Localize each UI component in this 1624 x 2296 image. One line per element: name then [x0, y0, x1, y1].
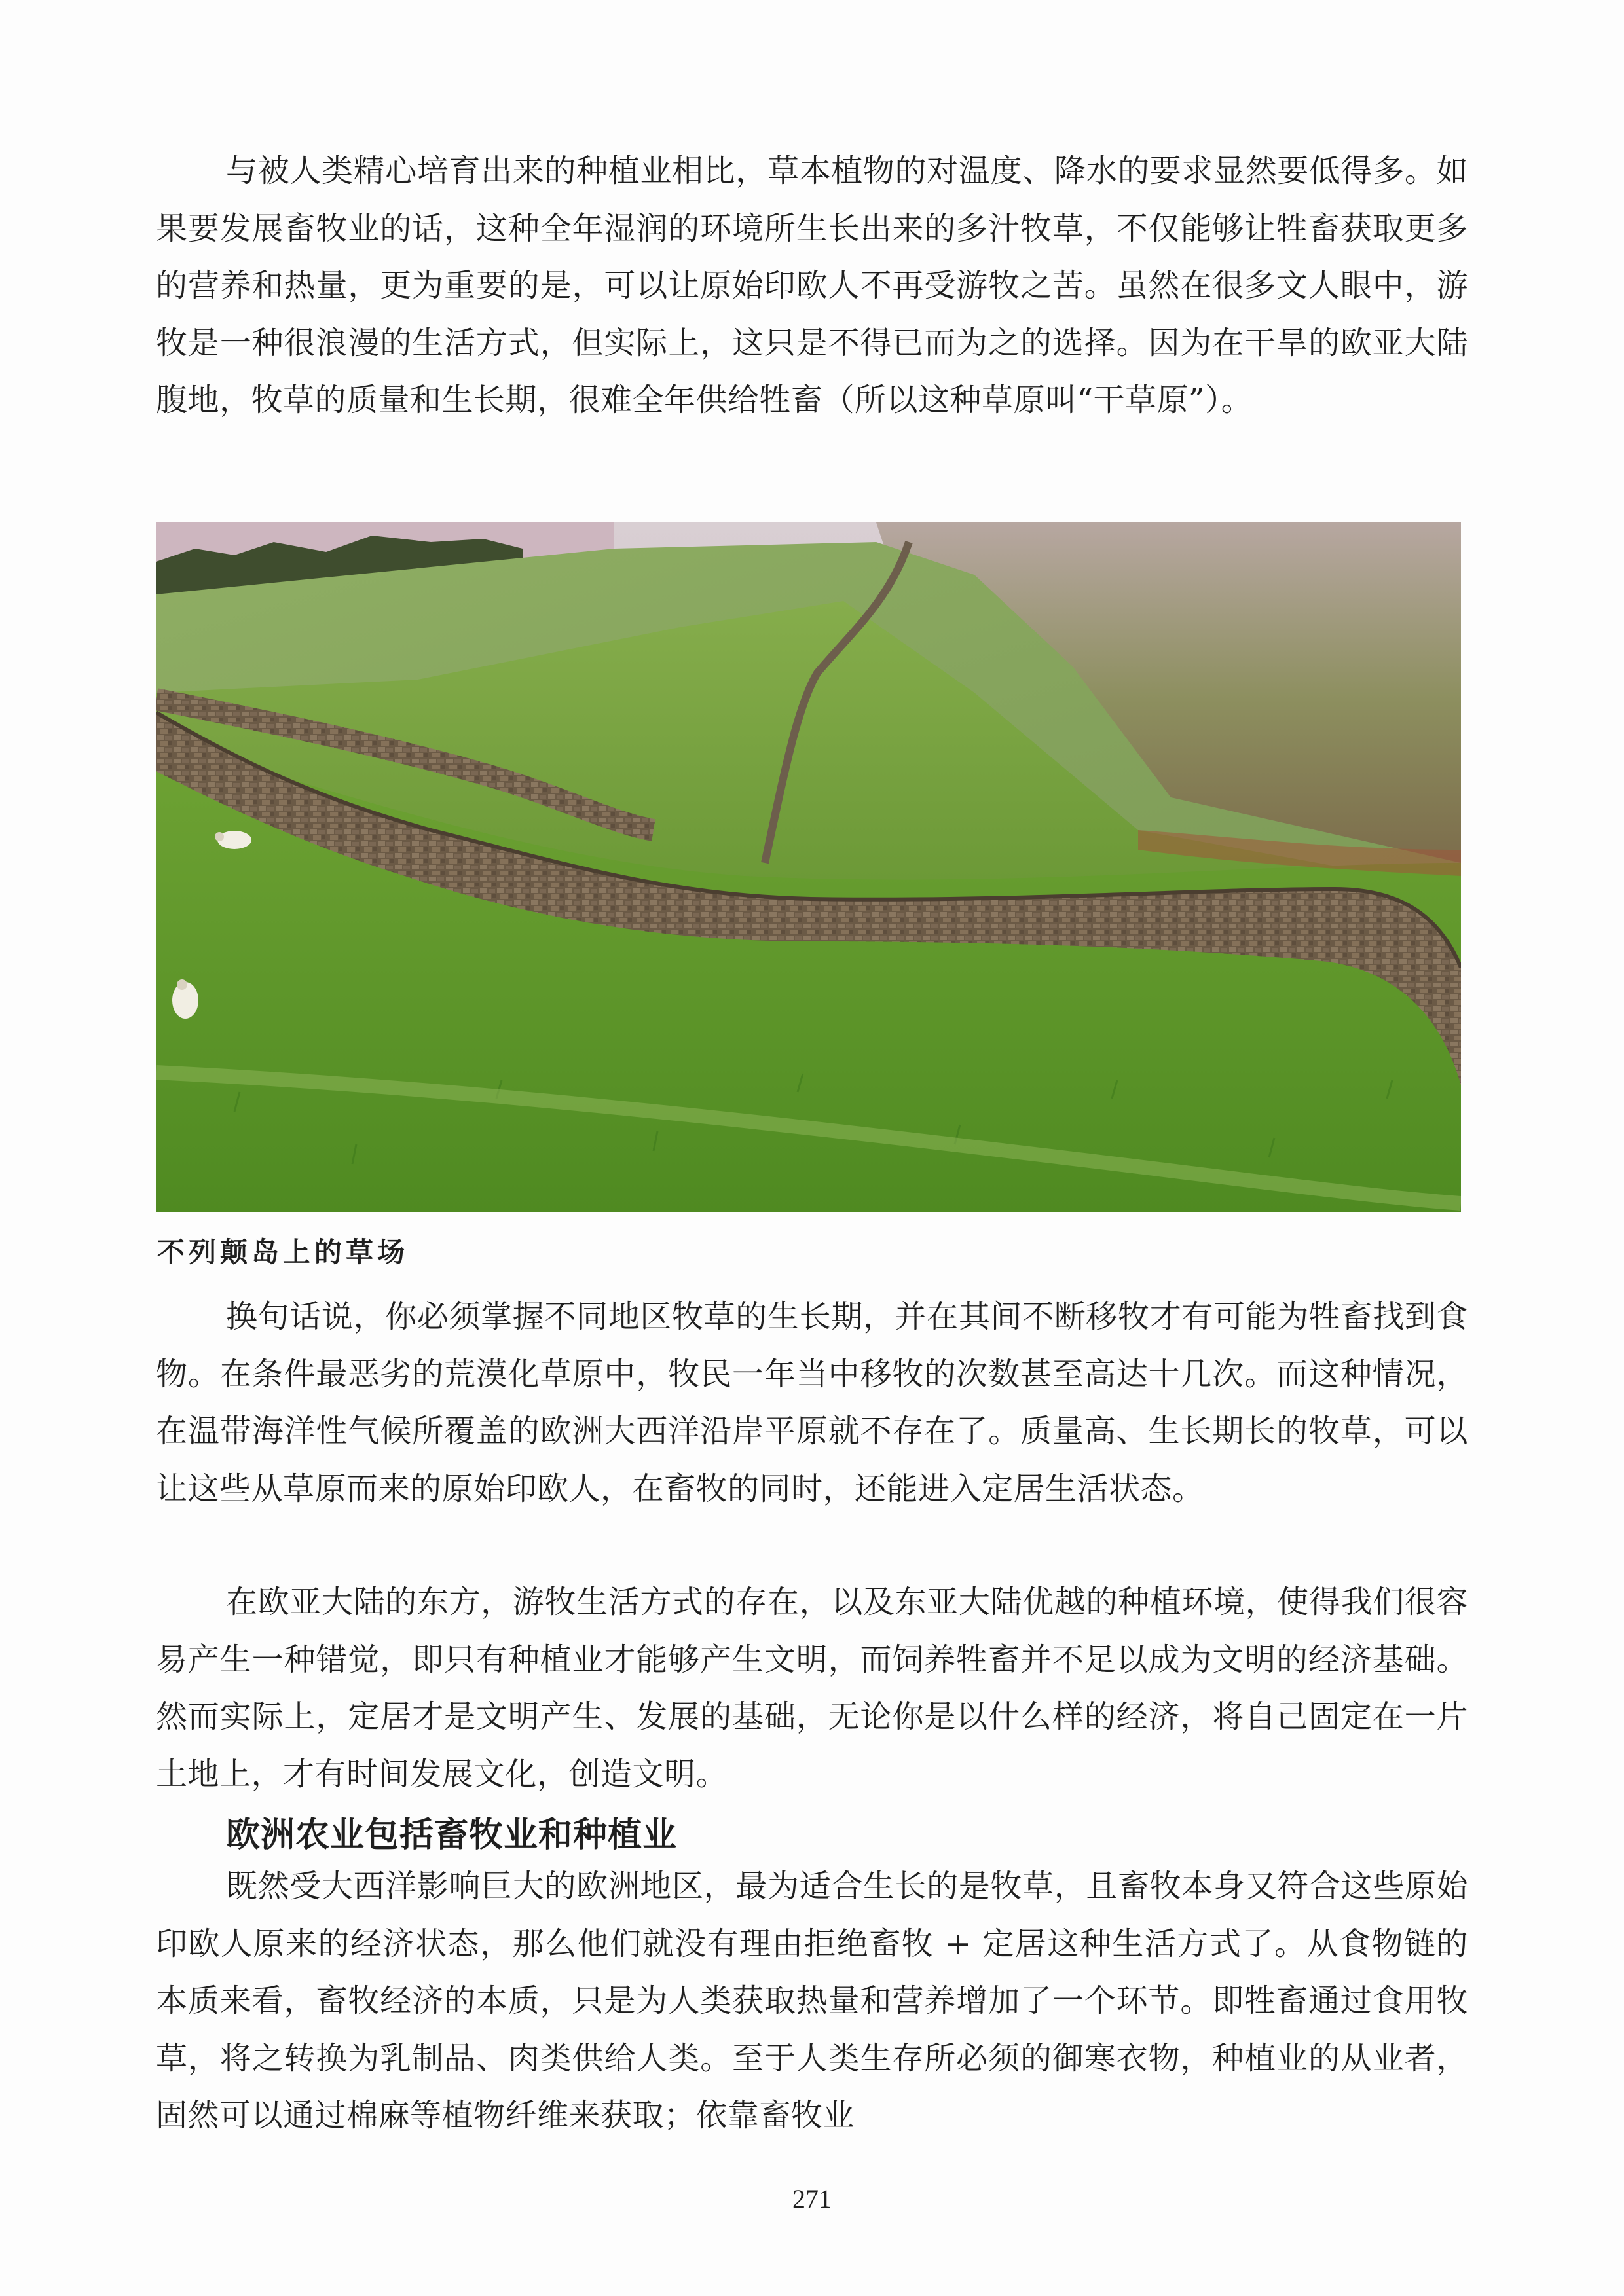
figure-caption: 不列颠岛上的草场	[157, 1236, 409, 1268]
body-paragraph-4: 既然受大西洋影响巨大的欧洲地区，最为适合生长的是牧草，且畜牧本身又符合这些原始印欧人原来的经济状态，那么他们就没有理由拒绝畜牧 + 定居这种生活方式了。从食物链的本质来看，畜牧经济的本质，只是为人类获取热量和营养增加了一个环节。即牲畜通过食用牧草，将之转换为乳制品、肉类供给人类。至于人类生存所必须的御寒衣物，种植业的从业者，固然可以通过棉麻等植物纤维来获取；依靠畜牧业	[156, 1868, 1468, 2134]
body-paragraph-2: 换句话说，你必须掌握不同地区牧草的生长期，并在其间不断移牧才有可能为牲畜找到食物。在条件最恶劣的荒漠化草原中，牧民一年当中移牧的次数甚至高达十几次。而这种情况，在温带海洋性气候所覆盖的欧洲大西洋沿岸平原就不存在了。质量高、生长期长的牧草，可以让这些从草原而来的原始印欧人，在畜牧的同时，还能进入定居生活状态。	[156, 1298, 1468, 1507]
page-number: 271	[792, 2184, 832, 2214]
section-heading: 欧洲农业包括畜牧业和种植业	[226, 1815, 678, 1855]
body-paragraph-3: 在欧亚大陆的东方，游牧生活方式的存在，以及东亚大陆优越的种植环境，使得我们很容易产生一种错觉，即只有种植业才能够产生文明，而饲养牲畜并不足以成为文明的经济基础。然而实际上，定居才是文明产生、发展的基础，无论你是以什么样的经济，将自己固定在一片土地上，才有时间发展文化，创造文明。	[156, 1584, 1468, 1793]
grassland-photo	[156, 522, 1461, 1212]
body-paragraph-1: 与被人类精心培育出来的种植业相比，草本植物的对温度、降水的要求显然要低得多。如果要发展畜牧业的话，这种全年湿润的环境所生长出来的多汁牧草，不仅能够让牲畜获取更多的营养和热量，更为重要的是，可以让原始印欧人不再受游牧之苦。虽然在很多文人眼中，游牧是一种很浪漫的生活方式，但实际上，这只是不得已而为之的选择。因为在干旱的欧亚大陆腹地，牧草的质量和生长期，很难全年供给牲畜（所以这种草原叫“干草原”）。	[156, 153, 1468, 418]
